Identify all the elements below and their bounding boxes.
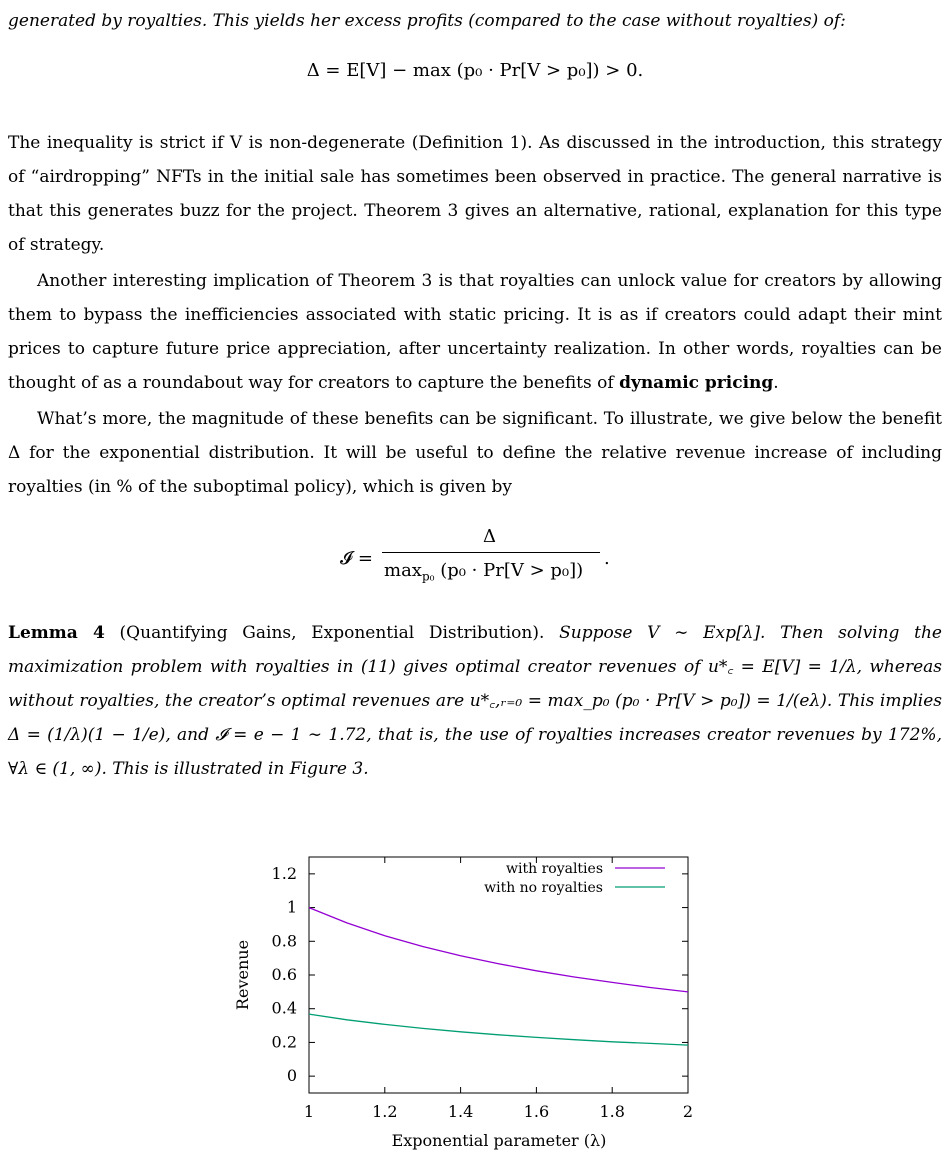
- paragraph-2-bold: dynamic pricing: [619, 373, 774, 393]
- lemma-body: Suppose V ∼ Exp[λ]. Then solving the maximization problem with royalties in (11) gives optimal creator revenues of u*꜀ = E[V] = 1/λ, whereas without royalties, the creator’s optimal revenues are u*꜀,ᵣ₌₀ = max_p₀ (p₀ · Pr[V > p₀]) = 1/(eλ). This implies Δ = (1/λ)(1 − 1/e), and 𝓘 = e − 1 ∼ 1.72, that is, the use of royalties increases creator revenues by 172%, ∀λ ∈ (1, ∞). This is illustrated in Figure 3.: [8, 623, 942, 779]
- chart-y-axis-label: Revenue: [233, 939, 252, 1011]
- equation-I-max-argument: (p₀ · Pr[V > p₀]): [440, 560, 584, 581]
- equation-I-max-sub: p₀: [421, 569, 435, 584]
- y-tick-label: 1: [286, 897, 297, 917]
- paragraph-3: What’s more, the magnitude of these benefits can be significant. To illustrate, we give below the benefit Δ for the exponential distribution. It will be useful to define the relative revenue increase of including royalties (in % of the suboptimal policy), which is given by: [8, 409, 942, 497]
- equation-delta: [0, 60, 950, 81]
- chart-x-axis-label: Exponential parameter (λ): [391, 1131, 607, 1150]
- figure-3-chart: [0, 837, 950, 1157]
- y-tick-label: 0.6: [271, 965, 297, 984]
- x-tick-label: 2: [682, 1102, 694, 1121]
- series-line-0: [309, 908, 688, 992]
- intro-line: generated by royalties. This yields her excess profits (compared to the case without royalties) of:: [8, 11, 846, 31]
- lemma-label: Lemma 4: [8, 623, 105, 643]
- paragraph-1: The inequality is strict if V is non-degenerate (Definition 1). As discussed in the introduction, this strategy of “airdropping” NFTs in the initial sale has sometimes been observed in practice. The general narrative is that this generates buzz for the project. Theorem 3 gives an alternative, rational, explanation for this type of strategy.: [8, 133, 942, 255]
- y-tick-label: 1.2: [271, 863, 297, 883]
- y-tick-label: 0.8: [271, 931, 297, 951]
- chart-tick-labels: [272, 864, 694, 1121]
- legend-label-1: with no royalties: [484, 880, 603, 896]
- paragraph-2-end: .: [773, 373, 779, 393]
- paragraph-2-text: Another interesting implication of Theorem 3 is that royalties can unlock value for creators by allowing them to bypass the inefficiencies associated with static pricing. It is as if creators could adapt their mint prices to capture future price appreciation, after uncertainty realization. In other words, royalties can be thought of as a roundabout way for creators to capture the benefits of: [8, 271, 942, 393]
- equation-I-period: .: [604, 548, 610, 569]
- x-tick-label: 1.6: [523, 1102, 550, 1121]
- equation-I-numerator: Δ: [483, 526, 496, 547]
- y-tick-label: 0: [286, 1066, 297, 1086]
- y-tick-label: 0.4: [271, 998, 297, 1018]
- paragraph-2: [8, 264, 942, 400]
- y-tick-label: 0.2: [271, 1032, 297, 1052]
- equation-I-denominator: [384, 560, 583, 584]
- series-line-1: [309, 1014, 688, 1045]
- x-tick-label: 1.2: [372, 1102, 398, 1121]
- fraction-bar: [382, 552, 600, 553]
- legend-label-0: with royalties: [506, 861, 603, 877]
- lemma-4: [8, 616, 942, 786]
- equation-I-max: max: [384, 560, 422, 581]
- x-tick-label: 1.8: [599, 1102, 625, 1121]
- equation-I: [340, 526, 620, 596]
- x-tick-label: 1: [303, 1102, 315, 1121]
- lemma-name: (Quantifying Gains, Exponential Distribution).: [119, 623, 545, 643]
- chart-legend: [484, 861, 665, 896]
- equation-I-lhs: 𝓘 =: [340, 548, 373, 569]
- chart-series-lines: [309, 908, 688, 1046]
- x-tick-label: 1.4: [447, 1102, 474, 1121]
- equation-delta-text: Δ = E[V] − max (p₀ · Pr[V > p₀]) > 0.: [306, 60, 644, 81]
